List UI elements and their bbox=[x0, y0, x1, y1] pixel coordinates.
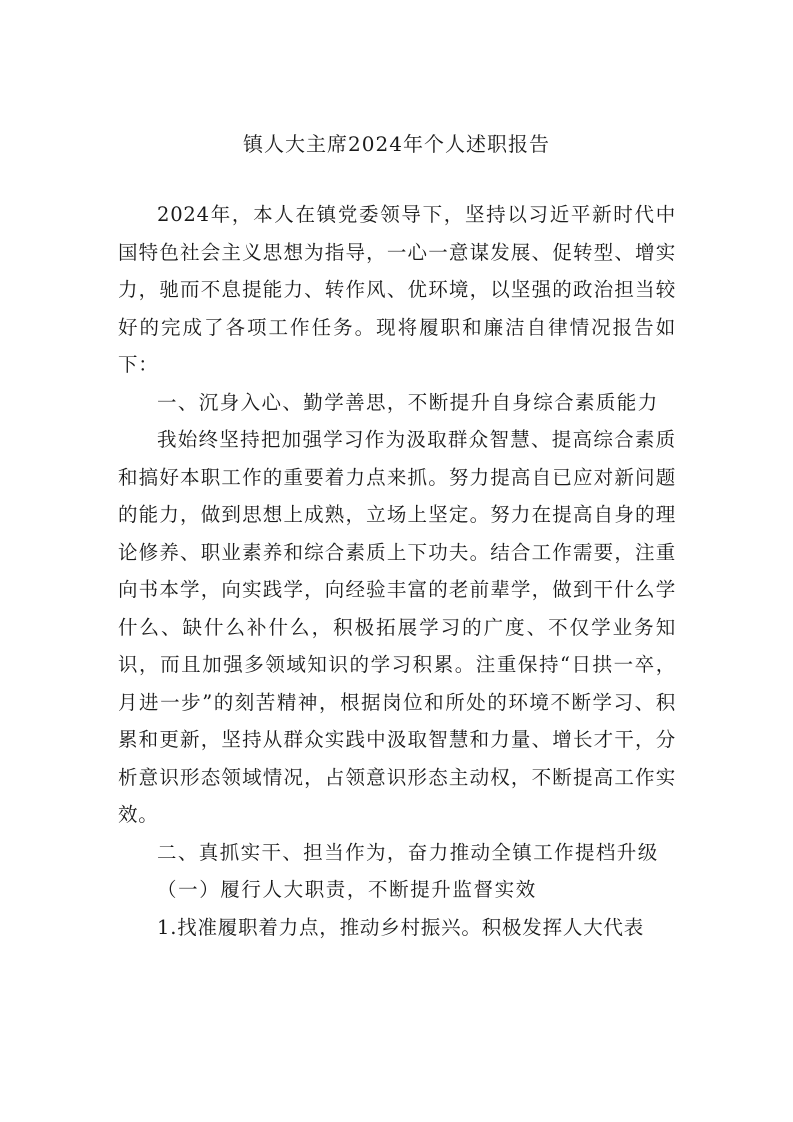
study-paragraph: 我始终坚持把加强学习作为汲取群众智慧、提高综合素质和搞好本职工作的重要着力点来抓。努力提高自已应对新问题的能力，做到思想上成熟，立场上坚定。努力在提高自身的理论修养、职业素养和综合素质上下功夫。结合工作需要，注重向书本学，向实践学，向经验丰富的老前辈学，做到干什么学什么、缺什么补什么，积极拓展学习的广度、不仅学业务知识，而且加强多领域知识的学习积累。注重保持“日拱一卒，月进一步”的刻苦精神，根据岗位和所处的环境不断学习、积累和更新，坚持从群众实践中汲取智慧和力量、增长才干，分析意识形态领域情况，占领意识形态主动权，不断提高工作实效。 bbox=[118, 428, 676, 826]
document-body bbox=[118, 196, 676, 946]
section-heading-1: 一、沉身入心、勤学善思，不断提升自身综合素质能力 bbox=[157, 390, 659, 414]
subsection-heading-1: （一）履行人大职责，不断提升监督实效 bbox=[157, 878, 537, 901]
section-heading-2: 二、真抓实干、担当作为，奋力推动全镇工作提档升级 bbox=[157, 840, 659, 864]
intro-paragraph: 2024年，本人在镇党委领导下，坚持以习近平新时代中国特色社会主义思想为指导，一心一意谋发展、促转型、增实力，驰而不息提能力、转作风、优环境，以坚强的政治担当较好的完成了各项工作任务。现将履职和廉洁自律情况报告如下： bbox=[118, 203, 676, 376]
item-paragraph-1: 1.找准履职着力点，推动乡村振兴。积极发挥人大代表 bbox=[157, 915, 645, 939]
document-title: 镇人大主席2024年个人述职报告 bbox=[243, 132, 550, 156]
